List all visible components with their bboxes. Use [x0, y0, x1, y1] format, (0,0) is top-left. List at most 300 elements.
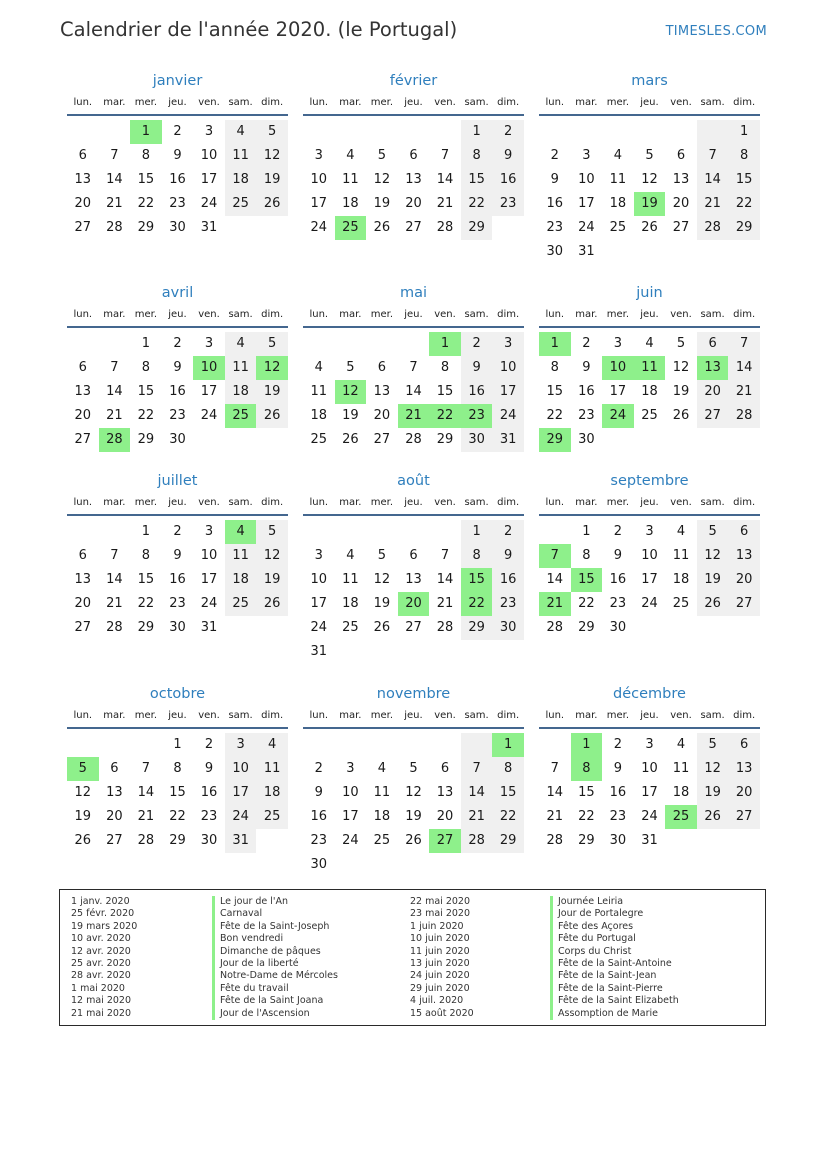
- day-cell[interactable]: 15: [461, 168, 493, 192]
- holiday-day-cell[interactable]: 28: [99, 428, 131, 452]
- day-cell[interactable]: 11: [225, 356, 257, 380]
- holiday-day-cell[interactable]: 4: [225, 520, 257, 544]
- day-cell[interactable]: 14: [546, 785, 564, 800]
- day-cell[interactable]: 17: [310, 596, 328, 611]
- day-cell[interactable]: 1: [173, 737, 182, 752]
- day-cell[interactable]: 21: [137, 809, 155, 824]
- day-cell[interactable]: 29: [461, 616, 493, 640]
- day-cell[interactable]: 30: [169, 432, 186, 447]
- day-cell[interactable]: 24: [578, 220, 595, 235]
- day-cell[interactable]: 25: [609, 220, 627, 235]
- day-cell[interactable]: 24: [492, 404, 524, 428]
- day-cell[interactable]: 12: [373, 572, 391, 587]
- day-cell[interactable]: 25: [225, 192, 257, 216]
- day-cell[interactable]: 1: [728, 120, 760, 144]
- day-cell[interactable]: 3: [204, 124, 214, 139]
- day-cell[interactable]: 20: [728, 568, 760, 592]
- day-cell[interactable]: 21: [436, 596, 454, 611]
- day-cell[interactable]: 11: [672, 761, 690, 776]
- day-cell[interactable]: 26: [373, 620, 391, 635]
- day-cell[interactable]: 19: [373, 196, 391, 211]
- day-cell[interactable]: 29: [492, 829, 524, 853]
- day-cell[interactable]: 2: [173, 524, 182, 539]
- day-cell[interactable]: 23: [310, 833, 328, 848]
- day-cell[interactable]: 5: [256, 120, 288, 144]
- day-cell[interactable]: 11: [342, 172, 359, 187]
- day-cell[interactable]: 5: [346, 360, 355, 375]
- day-cell[interactable]: 19: [256, 568, 288, 592]
- day-cell[interactable]: 14: [546, 572, 564, 587]
- day-cell[interactable]: 12: [74, 785, 92, 800]
- day-cell[interactable]: 15: [492, 781, 524, 805]
- day-cell[interactable]: 1: [461, 520, 493, 544]
- day-cell[interactable]: 30: [609, 620, 627, 635]
- day-cell[interactable]: 9: [173, 360, 182, 375]
- day-cell[interactable]: 26: [697, 592, 729, 616]
- day-cell[interactable]: 2: [314, 761, 323, 776]
- day-cell[interactable]: 21: [728, 380, 760, 404]
- holiday-day-cell[interactable]: 1: [492, 733, 524, 757]
- holiday-day-cell[interactable]: 21: [539, 592, 571, 616]
- day-cell[interactable]: 12: [373, 172, 391, 187]
- holiday-day-cell[interactable]: 21: [398, 404, 430, 428]
- day-cell[interactable]: 23: [578, 408, 595, 423]
- day-cell[interactable]: 18: [373, 809, 391, 824]
- day-cell[interactable]: 27: [728, 805, 760, 829]
- day-cell[interactable]: 4: [676, 524, 686, 539]
- day-cell[interactable]: 17: [492, 380, 524, 404]
- day-cell[interactable]: 29: [578, 620, 595, 635]
- day-cell[interactable]: 23: [169, 408, 186, 423]
- day-cell[interactable]: 30: [310, 857, 328, 872]
- day-cell[interactable]: 21: [461, 805, 493, 829]
- day-cell[interactable]: 30: [200, 833, 218, 848]
- day-cell[interactable]: 9: [173, 148, 182, 163]
- holiday-day-cell[interactable]: 23: [461, 404, 493, 428]
- day-cell[interactable]: 18: [225, 380, 257, 404]
- day-cell[interactable]: 2: [461, 332, 493, 356]
- day-cell[interactable]: 22: [492, 805, 524, 829]
- day-cell[interactable]: 16: [200, 785, 218, 800]
- day-cell[interactable]: 3: [645, 524, 654, 539]
- day-cell[interactable]: 1: [141, 336, 151, 351]
- day-cell[interactable]: 16: [546, 196, 564, 211]
- day-cell[interactable]: 11: [256, 757, 288, 781]
- day-cell[interactable]: 10: [641, 548, 658, 563]
- day-cell[interactable]: 13: [436, 785, 454, 800]
- day-cell[interactable]: 17: [641, 785, 658, 800]
- day-cell[interactable]: 5: [409, 761, 418, 776]
- day-cell[interactable]: 29: [137, 620, 155, 635]
- day-cell[interactable]: 10: [492, 356, 524, 380]
- day-cell[interactable]: 7: [440, 548, 450, 563]
- day-cell[interactable]: 1: [461, 120, 493, 144]
- day-cell[interactable]: 15: [728, 168, 760, 192]
- day-cell[interactable]: 10: [310, 172, 328, 187]
- day-cell[interactable]: 7: [110, 148, 119, 163]
- day-cell[interactable]: 19: [373, 596, 391, 611]
- day-cell[interactable]: 4: [377, 761, 387, 776]
- day-cell[interactable]: 6: [110, 761, 119, 776]
- holiday-day-cell[interactable]: 25: [335, 216, 367, 240]
- day-cell[interactable]: 28: [106, 620, 123, 635]
- day-cell[interactable]: 7: [728, 332, 760, 356]
- day-cell[interactable]: 9: [582, 360, 591, 375]
- day-cell[interactable]: 23: [200, 809, 218, 824]
- holiday-day-cell[interactable]: 12: [256, 356, 288, 380]
- day-cell[interactable]: 2: [613, 737, 623, 752]
- day-cell[interactable]: 14: [137, 785, 155, 800]
- day-cell[interactable]: 25: [225, 592, 257, 616]
- day-cell[interactable]: 12: [256, 144, 288, 168]
- day-cell[interactable]: 30: [609, 833, 627, 848]
- day-cell[interactable]: 15: [137, 384, 155, 399]
- day-cell[interactable]: 23: [546, 220, 564, 235]
- day-cell[interactable]: 31: [225, 829, 257, 853]
- holiday-day-cell[interactable]: 22: [461, 592, 493, 616]
- day-cell[interactable]: 5: [676, 336, 686, 351]
- day-cell[interactable]: 24: [310, 620, 328, 635]
- holiday-day-cell[interactable]: 15: [461, 568, 493, 592]
- day-cell[interactable]: 25: [641, 408, 658, 423]
- day-cell[interactable]: 2: [492, 520, 524, 544]
- day-cell[interactable]: 25: [256, 805, 288, 829]
- day-cell[interactable]: 1: [582, 524, 591, 539]
- day-cell[interactable]: 26: [405, 833, 422, 848]
- day-cell[interactable]: 19: [672, 384, 690, 399]
- day-cell[interactable]: 14: [436, 572, 454, 587]
- day-cell[interactable]: 4: [314, 360, 323, 375]
- day-cell[interactable]: 28: [436, 220, 454, 235]
- day-cell[interactable]: 18: [672, 785, 690, 800]
- day-cell[interactable]: 10: [641, 761, 658, 776]
- day-cell[interactable]: 14: [106, 572, 123, 587]
- day-cell[interactable]: 6: [78, 360, 87, 375]
- holiday-day-cell[interactable]: 22: [429, 404, 461, 428]
- day-cell[interactable]: 29: [728, 216, 760, 240]
- day-cell[interactable]: 22: [137, 196, 155, 211]
- day-cell[interactable]: 16: [169, 384, 186, 399]
- day-cell[interactable]: 4: [346, 148, 355, 163]
- holiday-day-cell[interactable]: 12: [335, 380, 367, 404]
- day-cell[interactable]: 1: [141, 524, 151, 539]
- day-cell[interactable]: 18: [225, 168, 257, 192]
- day-cell[interactable]: 6: [728, 733, 760, 757]
- day-cell[interactable]: 30: [169, 620, 186, 635]
- day-cell[interactable]: 12: [672, 360, 690, 375]
- day-cell[interactable]: 27: [373, 432, 391, 447]
- day-cell[interactable]: 30: [578, 432, 595, 447]
- day-cell[interactable]: 12: [256, 544, 288, 568]
- day-cell[interactable]: 9: [550, 172, 559, 187]
- day-cell[interactable]: 13: [373, 384, 391, 399]
- day-cell[interactable]: 3: [346, 761, 355, 776]
- day-cell[interactable]: 31: [578, 244, 595, 259]
- day-cell[interactable]: 16: [310, 809, 328, 824]
- day-cell[interactable]: 6: [676, 148, 686, 163]
- day-cell[interactable]: 5: [377, 148, 387, 163]
- day-cell[interactable]: 21: [436, 196, 454, 211]
- day-cell[interactable]: 6: [440, 761, 450, 776]
- day-cell[interactable]: 23: [169, 596, 186, 611]
- day-cell[interactable]: 12: [405, 785, 422, 800]
- day-cell[interactable]: 19: [697, 781, 729, 805]
- day-cell[interactable]: 18: [609, 196, 627, 211]
- day-cell[interactable]: 20: [728, 781, 760, 805]
- day-cell[interactable]: 28: [697, 216, 729, 240]
- day-cell[interactable]: 28: [405, 432, 422, 447]
- day-cell[interactable]: 29: [137, 220, 155, 235]
- day-cell[interactable]: 7: [697, 144, 729, 168]
- holiday-day-cell[interactable]: 25: [665, 805, 697, 829]
- holiday-day-cell[interactable]: 7: [539, 544, 571, 568]
- day-cell[interactable]: 17: [342, 809, 359, 824]
- holiday-day-cell[interactable]: 8: [571, 757, 603, 781]
- day-cell[interactable]: 2: [582, 336, 591, 351]
- day-cell[interactable]: 29: [578, 833, 595, 848]
- day-cell[interactable]: 5: [697, 733, 729, 757]
- day-cell[interactable]: 19: [697, 568, 729, 592]
- day-cell[interactable]: 14: [461, 781, 493, 805]
- day-cell[interactable]: 28: [106, 220, 123, 235]
- day-cell[interactable]: 10: [200, 548, 218, 563]
- day-cell[interactable]: 11: [310, 384, 328, 399]
- day-cell[interactable]: 11: [609, 172, 627, 187]
- day-cell[interactable]: 12: [641, 172, 658, 187]
- day-cell[interactable]: 4: [256, 733, 288, 757]
- day-cell[interactable]: 3: [204, 524, 214, 539]
- day-cell[interactable]: 27: [405, 620, 422, 635]
- day-cell[interactable]: 7: [110, 360, 119, 375]
- holiday-day-cell[interactable]: 11: [634, 356, 666, 380]
- day-cell[interactable]: 2: [492, 120, 524, 144]
- day-cell[interactable]: 7: [461, 757, 493, 781]
- day-cell[interactable]: 26: [672, 408, 690, 423]
- day-cell[interactable]: 13: [728, 757, 760, 781]
- day-cell[interactable]: 13: [672, 172, 690, 187]
- day-cell[interactable]: 16: [609, 785, 627, 800]
- day-cell[interactable]: 22: [578, 809, 595, 824]
- day-cell[interactable]: 18: [310, 408, 328, 423]
- day-cell[interactable]: 18: [225, 568, 257, 592]
- day-cell[interactable]: 3: [492, 332, 524, 356]
- day-cell[interactable]: 29: [169, 833, 186, 848]
- day-cell[interactable]: 5: [256, 520, 288, 544]
- holiday-day-cell[interactable]: 13: [697, 356, 729, 380]
- day-cell[interactable]: 25: [310, 432, 328, 447]
- day-cell[interactable]: 2: [173, 336, 182, 351]
- holiday-day-cell[interactable]: 27: [429, 829, 461, 853]
- day-cell[interactable]: 25: [672, 596, 690, 611]
- day-cell[interactable]: 6: [78, 548, 87, 563]
- day-cell[interactable]: 10: [578, 172, 595, 187]
- day-cell[interactable]: 13: [728, 544, 760, 568]
- day-cell[interactable]: 14: [697, 168, 729, 192]
- day-cell[interactable]: 26: [697, 805, 729, 829]
- day-cell[interactable]: 11: [342, 572, 359, 587]
- day-cell[interactable]: 4: [225, 120, 257, 144]
- day-cell[interactable]: 16: [492, 168, 524, 192]
- day-cell[interactable]: 24: [200, 596, 218, 611]
- day-cell[interactable]: 13: [405, 172, 422, 187]
- day-cell[interactable]: 9: [173, 548, 182, 563]
- day-cell[interactable]: 17: [225, 781, 257, 805]
- day-cell[interactable]: 20: [106, 809, 123, 824]
- day-cell[interactable]: 15: [137, 572, 155, 587]
- holiday-day-cell[interactable]: 1: [130, 120, 162, 144]
- day-cell[interactable]: 9: [492, 544, 524, 568]
- day-cell[interactable]: 10: [200, 148, 218, 163]
- day-cell[interactable]: 17: [200, 384, 218, 399]
- day-cell[interactable]: 4: [645, 336, 654, 351]
- holiday-day-cell[interactable]: 1: [571, 733, 603, 757]
- holiday-day-cell[interactable]: 1: [539, 332, 571, 356]
- day-cell[interactable]: 18: [672, 572, 690, 587]
- day-cell[interactable]: 21: [697, 192, 729, 216]
- day-cell[interactable]: 21: [106, 596, 123, 611]
- day-cell[interactable]: 16: [578, 384, 595, 399]
- day-cell[interactable]: 20: [373, 408, 391, 423]
- day-cell[interactable]: 31: [492, 428, 524, 452]
- day-cell[interactable]: 30: [492, 616, 524, 640]
- day-cell[interactable]: 9: [492, 144, 524, 168]
- day-cell[interactable]: 24: [641, 809, 658, 824]
- day-cell[interactable]: 14: [728, 356, 760, 380]
- day-cell[interactable]: 28: [436, 620, 454, 635]
- day-cell[interactable]: 8: [461, 544, 493, 568]
- day-cell[interactable]: 6: [409, 148, 418, 163]
- day-cell[interactable]: 16: [169, 172, 186, 187]
- day-cell[interactable]: 22: [169, 809, 186, 824]
- day-cell[interactable]: 7: [110, 548, 119, 563]
- day-cell[interactable]: 22: [546, 408, 564, 423]
- day-cell[interactable]: 28: [137, 833, 155, 848]
- day-cell[interactable]: 27: [728, 592, 760, 616]
- day-cell[interactable]: 4: [613, 148, 623, 163]
- day-cell[interactable]: 15: [169, 785, 186, 800]
- day-cell[interactable]: 30: [169, 220, 186, 235]
- day-cell[interactable]: 30: [546, 244, 564, 259]
- day-cell[interactable]: 15: [578, 785, 595, 800]
- day-cell[interactable]: 9: [204, 761, 214, 776]
- day-cell[interactable]: 8: [141, 548, 151, 563]
- day-cell[interactable]: 8: [582, 548, 591, 563]
- day-cell[interactable]: 2: [550, 148, 559, 163]
- day-cell[interactable]: 8: [461, 144, 493, 168]
- day-cell[interactable]: 31: [200, 620, 218, 635]
- day-cell[interactable]: 14: [106, 384, 123, 399]
- day-cell[interactable]: 18: [342, 196, 359, 211]
- day-cell[interactable]: 24: [225, 805, 257, 829]
- day-cell[interactable]: 20: [672, 196, 690, 211]
- day-cell[interactable]: 27: [74, 432, 92, 447]
- day-cell[interactable]: 16: [492, 568, 524, 592]
- day-cell[interactable]: 4: [225, 332, 257, 356]
- day-cell[interactable]: 5: [256, 332, 288, 356]
- day-cell[interactable]: 7: [550, 761, 559, 776]
- day-cell[interactable]: 10: [310, 572, 328, 587]
- day-cell[interactable]: 9: [461, 356, 493, 380]
- day-cell[interactable]: 3: [645, 737, 654, 752]
- day-cell[interactable]: 31: [310, 644, 328, 659]
- day-cell[interactable]: 14: [106, 172, 123, 187]
- day-cell[interactable]: 16: [609, 572, 627, 587]
- holiday-day-cell[interactable]: 19: [634, 192, 666, 216]
- day-cell[interactable]: 7: [409, 360, 418, 375]
- day-cell[interactable]: 29: [137, 432, 155, 447]
- day-cell[interactable]: 8: [492, 757, 524, 781]
- day-cell[interactable]: 13: [106, 785, 123, 800]
- day-cell[interactable]: 11: [225, 544, 257, 568]
- day-cell[interactable]: 27: [672, 220, 690, 235]
- day-cell[interactable]: 6: [78, 148, 87, 163]
- day-cell[interactable]: 17: [200, 572, 218, 587]
- day-cell[interactable]: 23: [169, 196, 186, 211]
- day-cell[interactable]: 19: [342, 408, 359, 423]
- day-cell[interactable]: 2: [173, 124, 182, 139]
- day-cell[interactable]: 18: [256, 781, 288, 805]
- day-cell[interactable]: 11: [373, 785, 391, 800]
- holiday-day-cell[interactable]: 10: [602, 356, 634, 380]
- day-cell[interactable]: 20: [74, 408, 92, 423]
- day-cell[interactable]: 28: [546, 833, 564, 848]
- day-cell[interactable]: 10: [342, 785, 359, 800]
- day-cell[interactable]: 5: [377, 548, 387, 563]
- day-cell[interactable]: 22: [461, 192, 493, 216]
- day-cell[interactable]: 6: [697, 332, 729, 356]
- day-cell[interactable]: 3: [613, 336, 623, 351]
- day-cell[interactable]: 22: [728, 192, 760, 216]
- holiday-day-cell[interactable]: 10: [193, 356, 225, 380]
- day-cell[interactable]: 21: [106, 408, 123, 423]
- day-cell[interactable]: 5: [645, 148, 654, 163]
- day-cell[interactable]: 8: [440, 360, 450, 375]
- day-cell[interactable]: 13: [74, 572, 92, 587]
- day-cell[interactable]: 27: [106, 833, 123, 848]
- holiday-day-cell[interactable]: 25: [225, 404, 257, 428]
- day-cell[interactable]: 17: [310, 196, 328, 211]
- day-cell[interactable]: 7: [440, 148, 450, 163]
- day-cell[interactable]: 31: [200, 220, 218, 235]
- holiday-day-cell[interactable]: 15: [571, 568, 603, 592]
- day-cell[interactable]: 9: [314, 785, 323, 800]
- day-cell[interactable]: 24: [310, 220, 328, 235]
- day-cell[interactable]: 15: [137, 172, 155, 187]
- day-cell[interactable]: 15: [436, 384, 454, 399]
- day-cell[interactable]: 20: [74, 196, 92, 211]
- day-cell[interactable]: 27: [697, 404, 729, 428]
- day-cell[interactable]: 12: [697, 757, 729, 781]
- day-cell[interactable]: 20: [436, 809, 454, 824]
- day-cell[interactable]: 22: [137, 596, 155, 611]
- day-cell[interactable]: 24: [641, 596, 658, 611]
- day-cell[interactable]: 3: [314, 548, 323, 563]
- day-cell[interactable]: 8: [550, 360, 559, 375]
- day-cell[interactable]: 30: [461, 428, 493, 452]
- day-cell[interactable]: 12: [697, 544, 729, 568]
- holiday-day-cell[interactable]: 1: [429, 332, 461, 356]
- day-cell[interactable]: 17: [578, 196, 595, 211]
- day-cell[interactable]: 11: [225, 144, 257, 168]
- day-cell[interactable]: 8: [141, 360, 151, 375]
- day-cell[interactable]: 4: [346, 548, 355, 563]
- day-cell[interactable]: 5: [697, 520, 729, 544]
- day-cell[interactable]: 28: [728, 404, 760, 428]
- day-cell[interactable]: 20: [74, 596, 92, 611]
- day-cell[interactable]: 28: [461, 829, 493, 853]
- day-cell[interactable]: 23: [492, 192, 524, 216]
- day-cell[interactable]: 8: [173, 761, 182, 776]
